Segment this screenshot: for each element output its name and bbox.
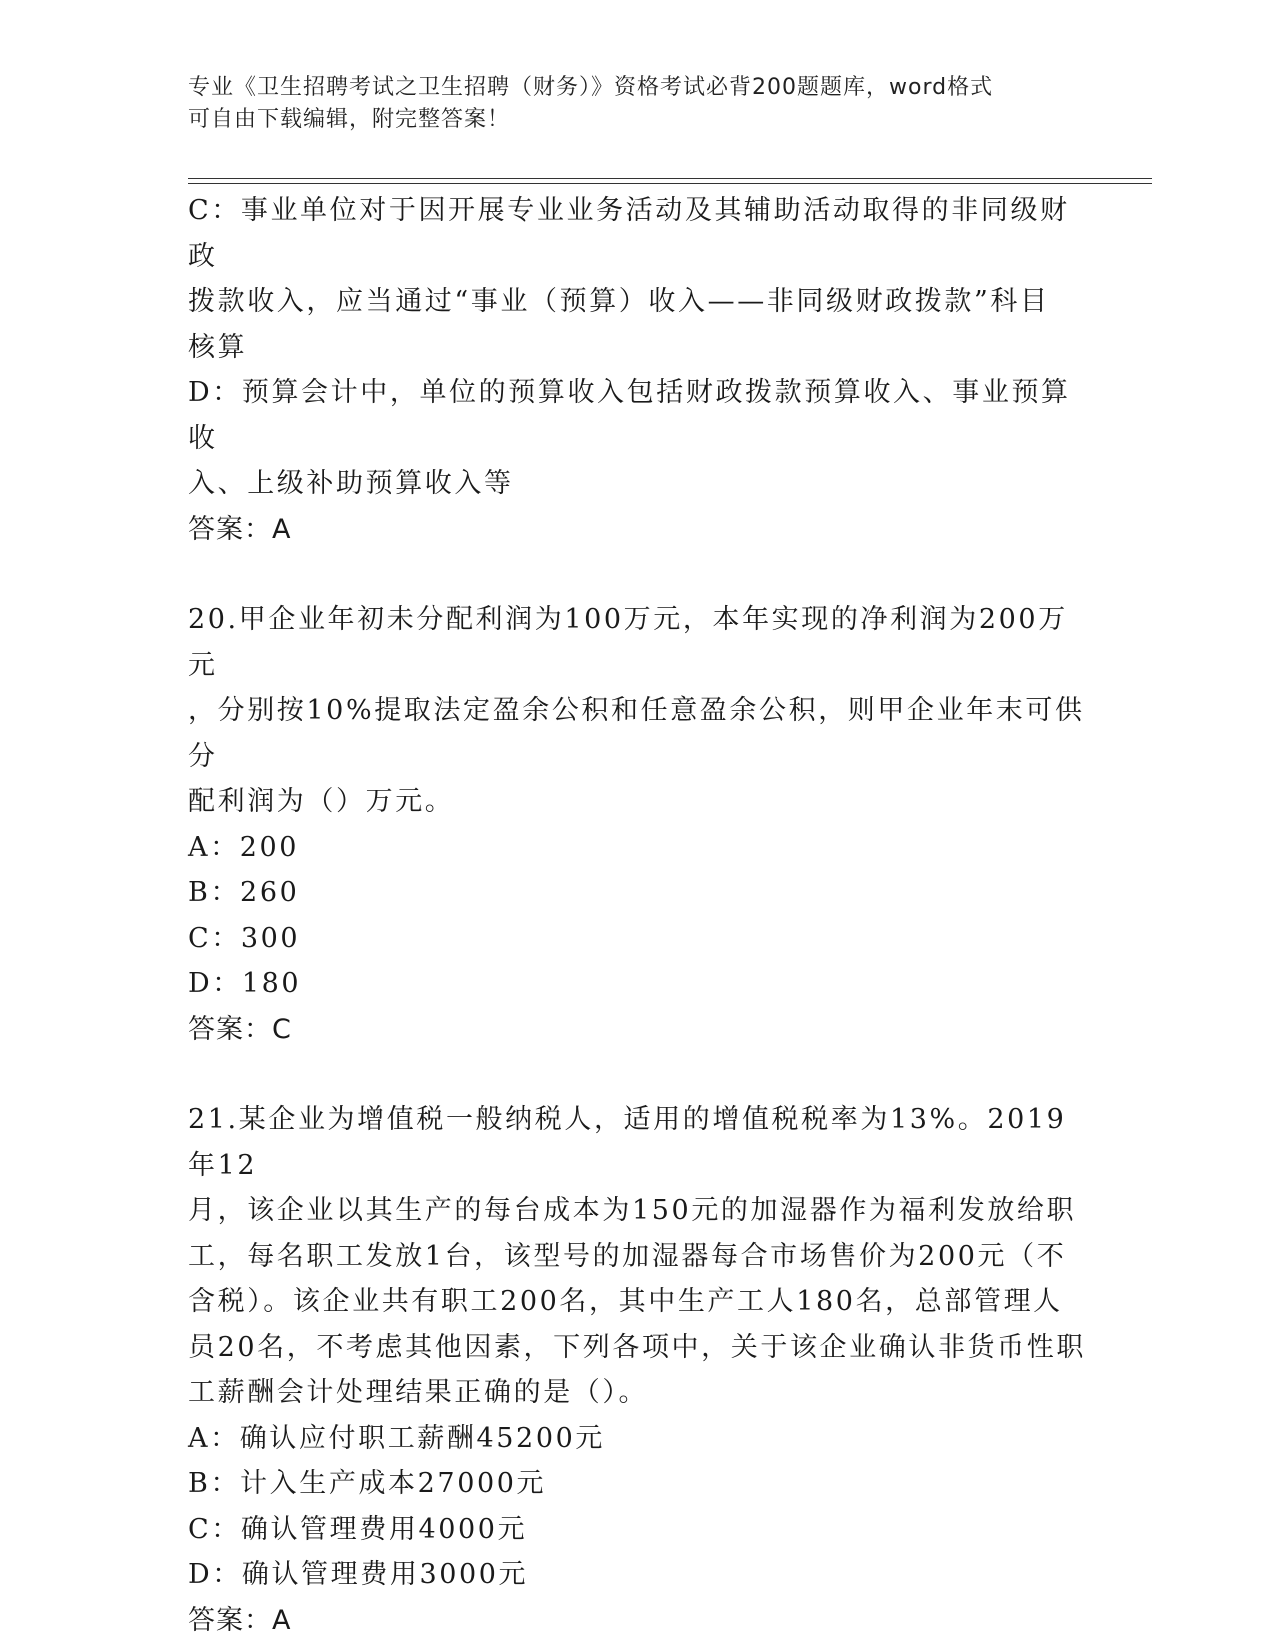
option-c: C：确认管理费用4000元 <box>188 1513 528 1545</box>
question-stem-line: 工，每名职工发放1台，该型号的加湿器每合市场售价为200元（不 <box>188 1240 1067 1272</box>
header-title-line-2: 可自由下载编辑，附完整答案！ <box>188 107 511 132</box>
spacer <box>188 1052 1088 1097</box>
answer-line: 答案：C <box>188 1013 292 1045</box>
option-c-line: 拨款收入，应当通过“事业（预算）收入——非同级财政拨款”科目 <box>188 286 1050 317</box>
question-stem-line: 配利润为（）万元。 <box>188 786 455 817</box>
option-c-line: C：事业单位对于因开展专业业务活动及其辅助活动取得的非同级财政 <box>188 195 1070 272</box>
document-header <box>188 72 1088 136</box>
header-divider-bottom <box>188 183 1152 184</box>
question-stem-line: 员20名，不考虑其他因素，下列各项中，关于该企业确认非货币性职 <box>188 1331 1086 1363</box>
option-c: C：300 <box>188 922 301 954</box>
option-a: A：200 <box>188 831 300 863</box>
option-a: A：确认应付职工薪酬45200元 <box>188 1422 605 1454</box>
question-stem-line: 月，该企业以其生产的每台成本为150元的加湿器作为福利发放给职 <box>188 1195 1077 1226</box>
option-c-line: 核算 <box>188 331 248 363</box>
question-stem-line: 20.甲企业年初未分配利润为100万元，本年实现的净利润为200万元 <box>188 604 1068 681</box>
option-d: D：确认管理费用3000元 <box>188 1559 529 1590</box>
question-stem-line: 21.某企业为增值税一般纳税人，适用的增值税税率为13%。2019年12 <box>188 1104 1067 1181</box>
spacer <box>188 552 1088 597</box>
header-divider-top <box>188 178 1152 179</box>
question-stem-line: 工薪酬会计处理结果正确的是（）。 <box>188 1377 649 1408</box>
answer-line: 答案：A <box>188 1604 292 1636</box>
option-b: B：260 <box>188 877 300 908</box>
option-b: B：计入生产成本27000元 <box>188 1468 547 1499</box>
header-title-line-1: 专业《卫生招聘考试之卫生招聘（财务）》资格考试必背200题题库，word格式 <box>188 75 994 100</box>
previous-question-continuation <box>188 188 1088 552</box>
option-d-line: 入、上级补助预算收入等 <box>188 468 514 499</box>
question-stem-line: ，分别按10%提取法定盈余公积和任意盈余公积，则甲企业年末可供分 <box>188 695 1085 772</box>
option-d-line: D：预算会计中，单位的预算收入包括财政拨款预算收入、事业预算收 <box>188 377 1071 454</box>
question-20 <box>188 597 1088 1052</box>
document-body <box>188 188 1088 1643</box>
option-d: D：180 <box>188 968 302 999</box>
question-stem-line: 含税）。该企业共有职工200名，其中生产工人180名，总部管理人 <box>188 1286 1063 1317</box>
answer-line: 答案：A <box>188 513 292 545</box>
question-21 <box>188 1097 1088 1643</box>
